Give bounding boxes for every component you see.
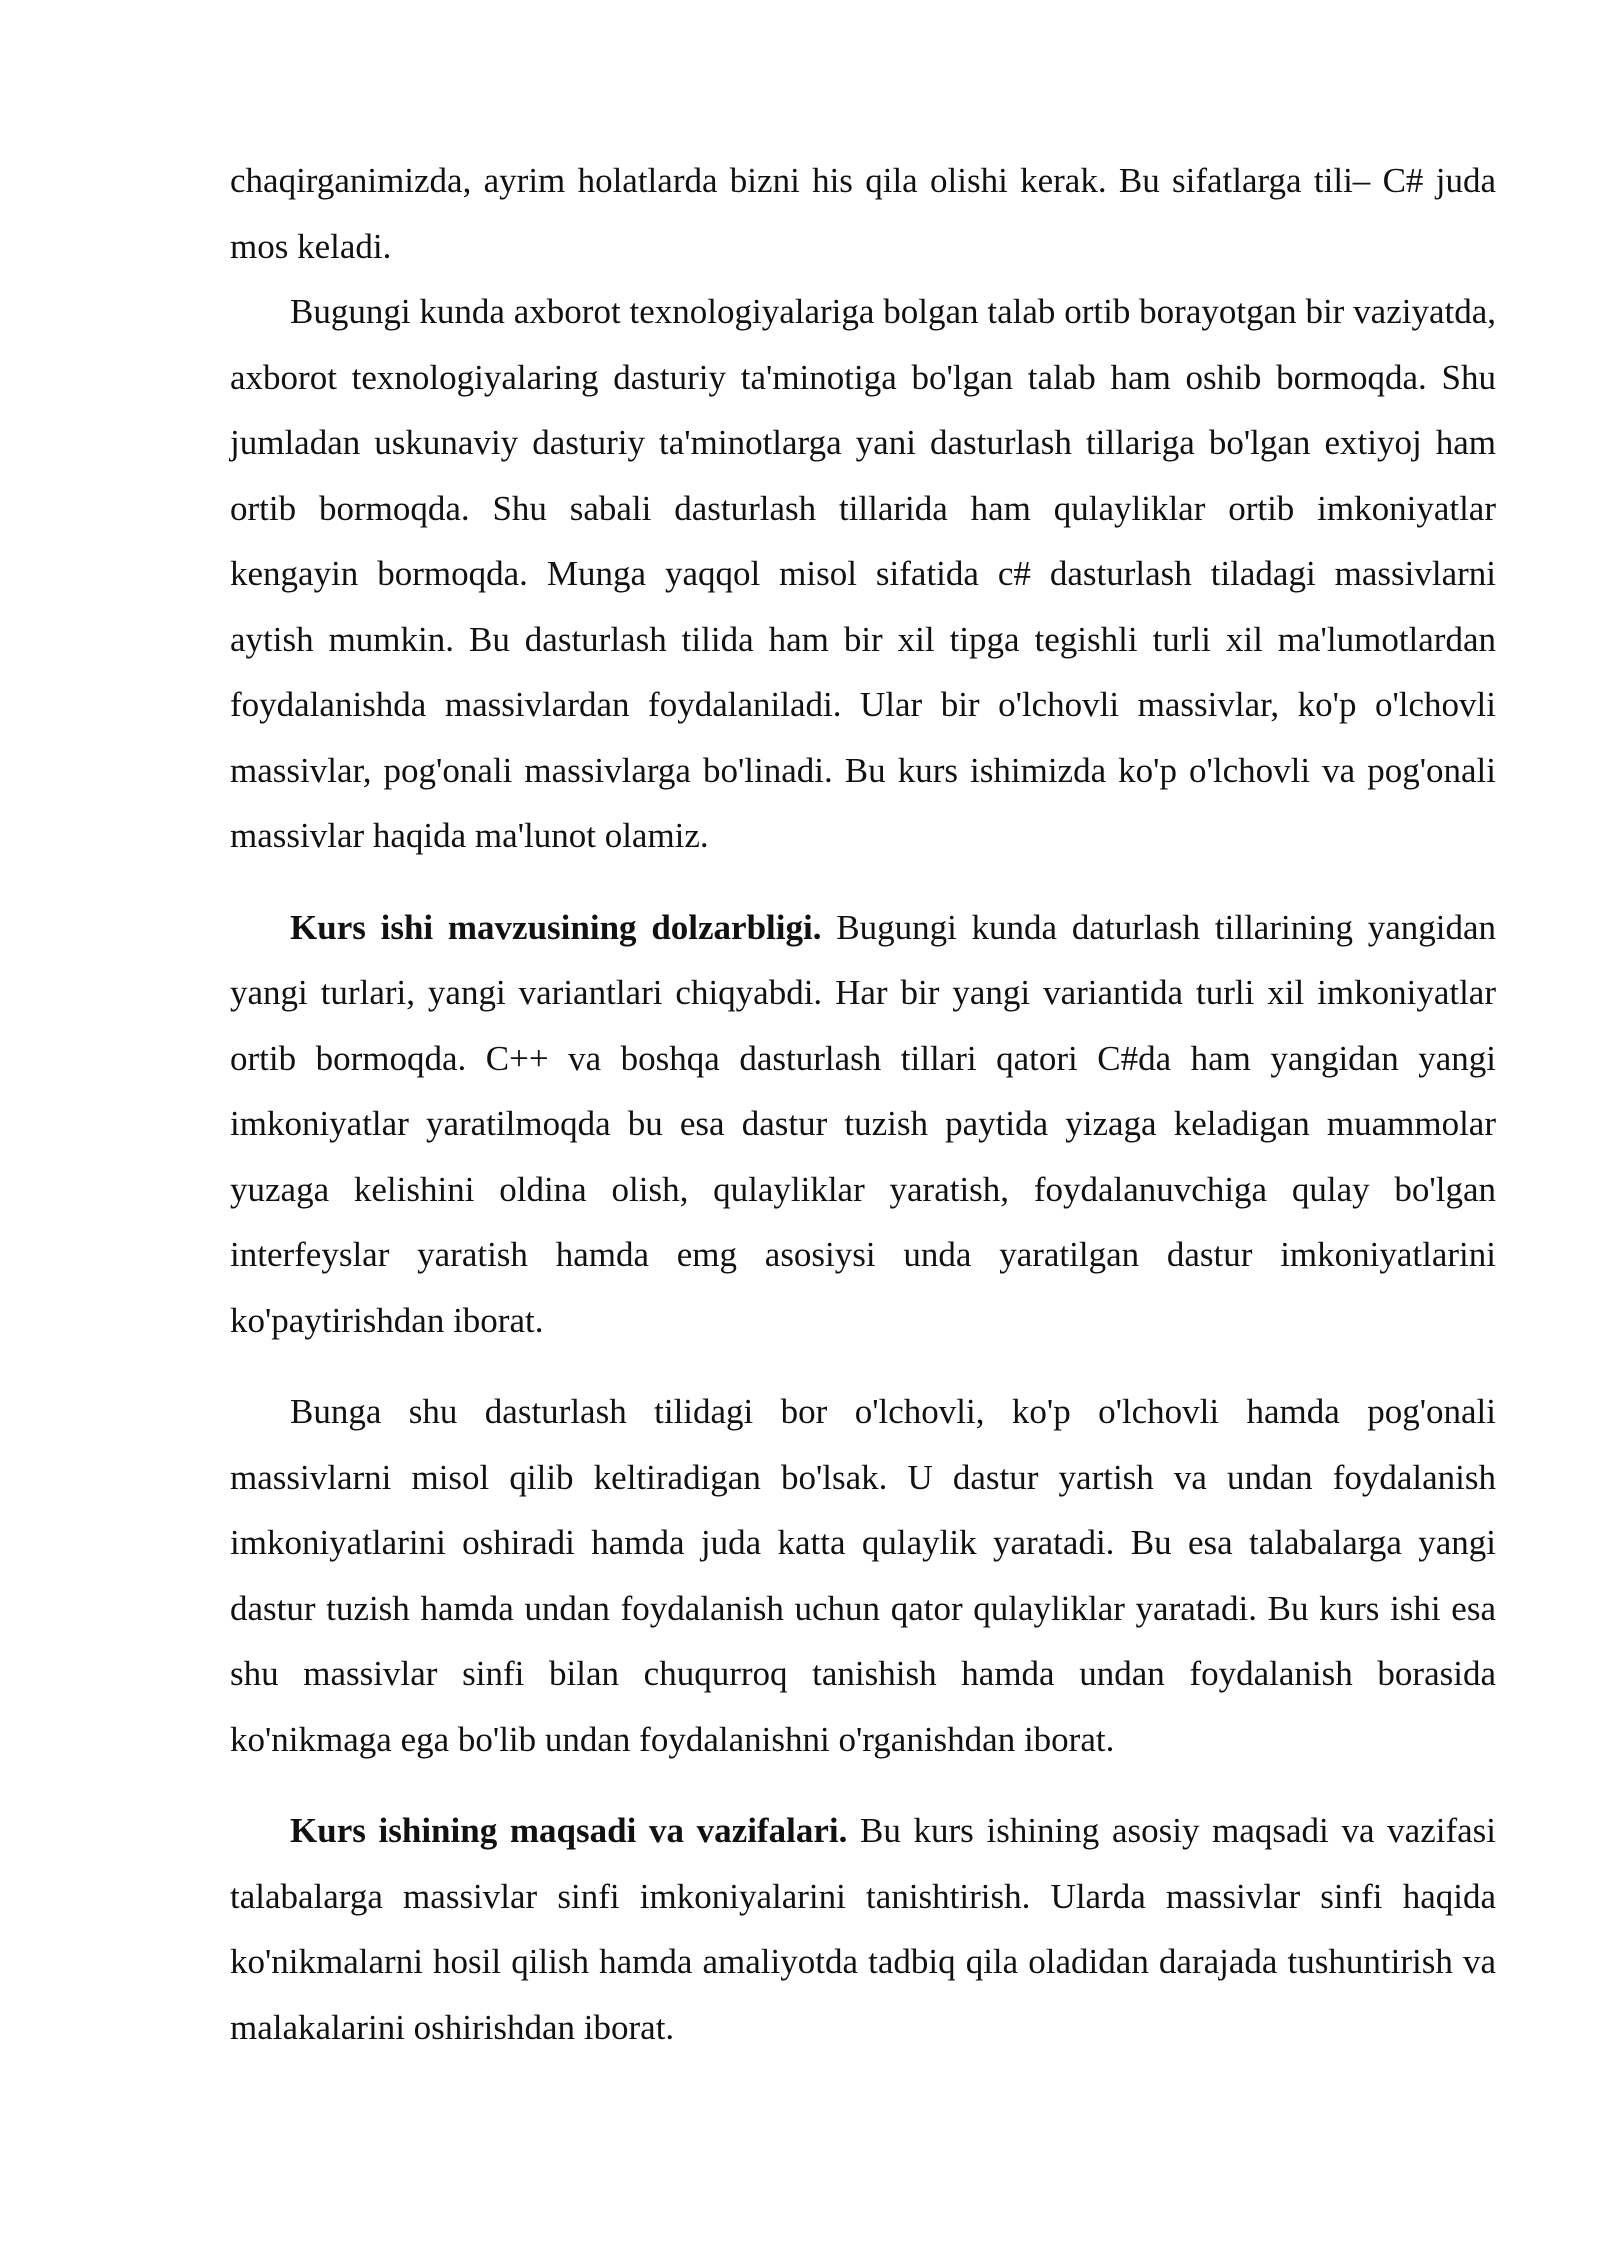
- paragraph-text: Bugungi kunda daturlash tillarining yangidan yangi turlari, yangi variantlari chiqyabdi. Har bir yangi variantida turli xil imkoniyatlar ortib bormoqda. C++ va boshqa dasturlash tillari qatori C#da ham yangidan yangi imkoniyatlar yaratilmoqda bu esa dastur tuzish paytida yizaga keladigan muammolar yuzaga kelishini oldina olish, qulayliklar yaratish, foydalanuvchiga qulay bo'lgan interfeyslar yaratish hamda emg asosiysi unda yaratilgan dastur imkoniyatlarini ko'paytirishdan iborat.: [230, 907, 1496, 1340]
- paragraph-text: Bugungi kunda axborot texnologiyalariga bolgan talab ortib borayotgan bir vaziyatda, axborot texnologiyalaring dasturiy ta'minotiga bo'lgan talab ham oshib bormoqda. Shu jumladan uskunaviy dasturiy ta'minotlarga yani dasturlash tillariga bo'lgan extiyoj ham ortib bormoqda. Shu sabali dasturlash tillarida ham qulayliklar ortib imkoniyatlar kengayin bormoqda. Munga yaqqol misol sifatida c# dasturlash tiladagi massivlarni aytish mumkin. Bu dasturlash tilida ham bir xil tipga tegishli turli xil ma'lumotlardan foydalanishda massivlardan foydalaniladi. Ular bir o'lchovli massivlar, ko'p o'lchovli massivlar, pog'onali massivlarga bo'linadi. Bu kurs ishimizda ko'p o'lchovli va pog'onali massivlar haqida ma'lunot olamiz.: [230, 292, 1496, 855]
- section-heading-goals: Kurs ishining maqsadi va vazifalari.: [290, 1811, 848, 1850]
- document-body: [230, 148, 1496, 2060]
- paragraph-examples: [230, 1379, 1496, 1772]
- paragraph-intro: [230, 279, 1496, 869]
- paragraph-text: Bu kurs ishining asosiy maqsadi va vazifasi talabalarga massivlar sinfi imkoniyalarini tanishtirish. Ularda massivlar sinfi haqida ko'nikmalarni hosil qilish hamda amaliyotda tadbiq qila oladidan darajada tushuntirish va malakalarini oshirishdan iborat.: [230, 1811, 1496, 2047]
- paragraph-relevance: [230, 895, 1496, 1354]
- section-heading-relevance: Kurs ishi mavzusining dolzarbligi.: [290, 907, 822, 947]
- paragraph-text: chaqirganimizda, ayrim holatlarda bizni his qila olishi kerak. Bu sifatlarga tili– C# juda mos keladi.: [230, 161, 1496, 266]
- paragraph-goals: [230, 1798, 1496, 2060]
- paragraph-text: Bunga shu dasturlash tilidagi bor o'lchovli, ko'p o'lchovli hamda pog'onali massivlarni misol qilib keltiradigan bo'lsak. U dastur yartish va undan foydalanish imkoniyatlarini oshiradi hamda juda katta qulaylik yaratadi. Bu esa talabalarga yangi dastur tuzish hamda undan foydalanish uchun qator qulayliklar yaratadi. Bu kurs ishi esa shu massivlar sinfi bilan chuqurroq tanishish hamda undan foydalanish borasida ko'nikmaga ega bo'lib undan foydalanishni o'rganishdan iborat.: [230, 1392, 1496, 1759]
- paragraph-continuation: [230, 148, 1496, 279]
